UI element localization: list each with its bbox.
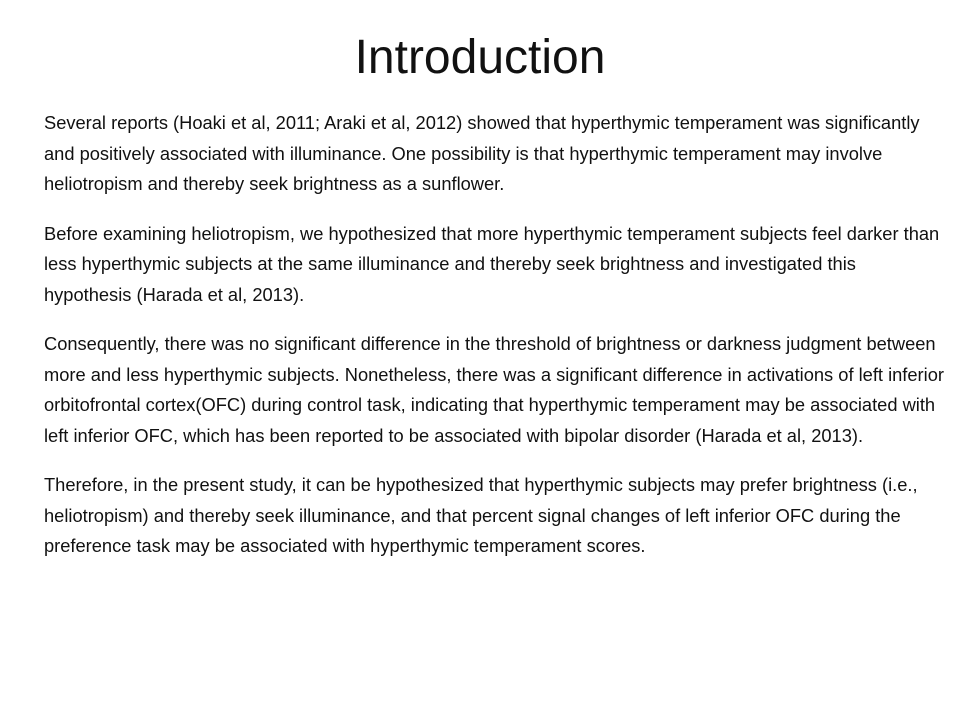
slide-title: Introduction	[354, 31, 606, 84]
paragraph-consequence: Consequently, there was no significant difference in the threshold of brightness or darkness judgment between more and less hyperthymic subjects. Nonetheless, there was a significant difference in activations of left inferior orbitofrontal cortex(OFC) during control task, indicating that hyperthymic temperament may be associated with left inferior OFC, which has been reported to be associated with bipolar disorder (Harada et al, 2013).	[44, 333, 944, 446]
paragraph-hypothesis: Before examining heliotropism, we hypothesized that more hyperthymic temperament subjects feel darker than less hyperthymic subjects at the same illuminance and thereby seek brightness and investigated this hypothesis (Harada et al, 2013).	[44, 222, 940, 305]
paragraph-previous-reports: Several reports (Hoaki et al, 2011; Araki et al, 2012) showed that hyperthymic temperament was significantly and positively associated with illuminance. One possibility is that hyperthymic temperament may involve heliotropism and thereby seek brightness as a sunflower.	[44, 112, 920, 194]
paragraph-present-study: Therefore, in the present study, it can be hypothesized that hyperthymic subjects may prefer brightness (i.e., heliotropism) and thereby seek illuminance, and that percent signal changes of left inferior OFC during the preference task may be associated with hyperthymic temperament scores.	[44, 474, 918, 556]
slide-body	[44, 108, 944, 581]
